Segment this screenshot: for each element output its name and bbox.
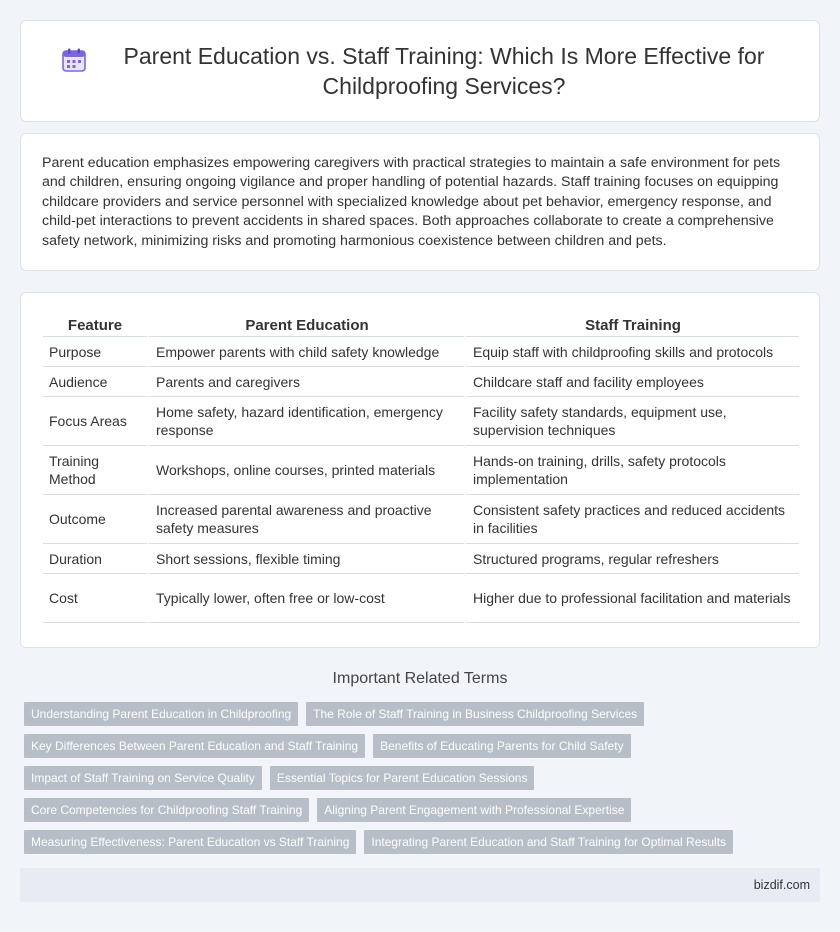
page-title: Parent Education vs. Staff Training: Which Is More Effective for Childproofing Services? [123,43,765,99]
feature-cell: Audience [43,367,147,397]
parent-education-cell: Increased parental awareness and proactive safety measures [147,495,464,544]
related-term-tag[interactable]: Aligning Parent Engagement with Professional Expertise [317,798,631,822]
feature-cell: Duration [43,544,147,574]
comparison-table-card [20,292,820,648]
related-terms-list [24,702,824,862]
tag-row [24,766,824,790]
feature-cell: Outcome [43,495,147,544]
intro-card [20,133,820,271]
related-terms-heading: Important Related Terms [332,670,508,687]
staff-training-cell: Equip staff with childproofing skills and protocols [464,337,799,367]
related-term-tag[interactable]: Impact of Staff Training on Service Quality [24,766,262,790]
related-term-tag[interactable]: Benefits of Educating Parents for Child Safety [373,734,630,758]
footer-brand[interactable]: bizdif.com [753,878,810,892]
table-header-row [43,315,799,337]
calendar-icon [61,47,87,73]
tag-row [24,734,824,758]
feature-cell: Training Method [43,446,147,495]
header-parent-education: Parent Education [147,315,464,337]
staff-training-cell: Childcare staff and facility employees [464,367,799,397]
tag-row [24,830,824,854]
staff-training-cell: Facility safety standards, equipment use, supervision techniques [464,397,799,446]
parent-education-cell: Home safety, hazard identification, emergency response [147,397,464,446]
parent-education-cell: Workshops, online courses, printed materials [147,446,464,495]
table-row [43,495,799,544]
table-row [43,544,799,574]
intro-paragraph: Parent education emphasizes empowering caregivers with practical strategies to maintain a safe environment for pets and children, ensuring ongoing vigilance and proper handling of potential hazards. Staff training focuses on equipping childcare providers and service personnel with specialized knowledge about pet behavior, emergency response, and child-pet interactions to prevent accidents in shared spaces. Both approaches collaborate to create a comprehensive safety network, minimizing risks and promoting harmonious coexistence between children and pets. [42,155,781,249]
comparison-table [43,315,799,623]
related-term-tag[interactable]: The Role of Staff Training in Business Childproofing Services [306,702,644,726]
feature-cell: Cost [43,574,147,623]
header-staff-training: Staff Training [464,315,799,337]
related-term-tag[interactable]: Core Competencies for Childproofing Staff Training [24,798,309,822]
related-term-tag[interactable]: Understanding Parent Education in Childproofing [24,702,298,726]
table-row [43,574,799,623]
related-term-tag[interactable]: Essential Topics for Parent Education Sessions [270,766,535,790]
parent-education-cell: Typically lower, often free or low-cost [147,574,464,623]
table-row [43,446,799,495]
feature-cell: Focus Areas [43,397,147,446]
title-card [20,20,820,122]
staff-training-cell: Hands-on training, drills, safety protocols implementation [464,446,799,495]
footer [20,868,820,902]
related-term-tag[interactable]: Measuring Effectiveness: Parent Education vs Staff Training [24,830,356,854]
table-row [43,337,799,367]
related-term-tag[interactable]: Key Differences Between Parent Education and Staff Training [24,734,365,758]
header-feature: Feature [43,315,147,337]
staff-training-cell: Consistent safety practices and reduced accidents in facilities [464,495,799,544]
parent-education-cell: Empower parents with child safety knowledge [147,337,464,367]
parent-education-cell: Parents and caregivers [147,367,464,397]
related-term-tag[interactable]: Integrating Parent Education and Staff Training for Optimal Results [364,830,733,854]
table-row [43,397,799,446]
tag-row [24,798,824,822]
feature-cell: Purpose [43,337,147,367]
staff-training-cell: Higher due to professional facilitation and materials [464,574,799,623]
tag-row [24,702,824,726]
staff-training-cell: Structured programs, regular refreshers [464,544,799,574]
table-row [43,367,799,397]
title-wrap [61,41,779,101]
parent-education-cell: Short sessions, flexible timing [147,544,464,574]
